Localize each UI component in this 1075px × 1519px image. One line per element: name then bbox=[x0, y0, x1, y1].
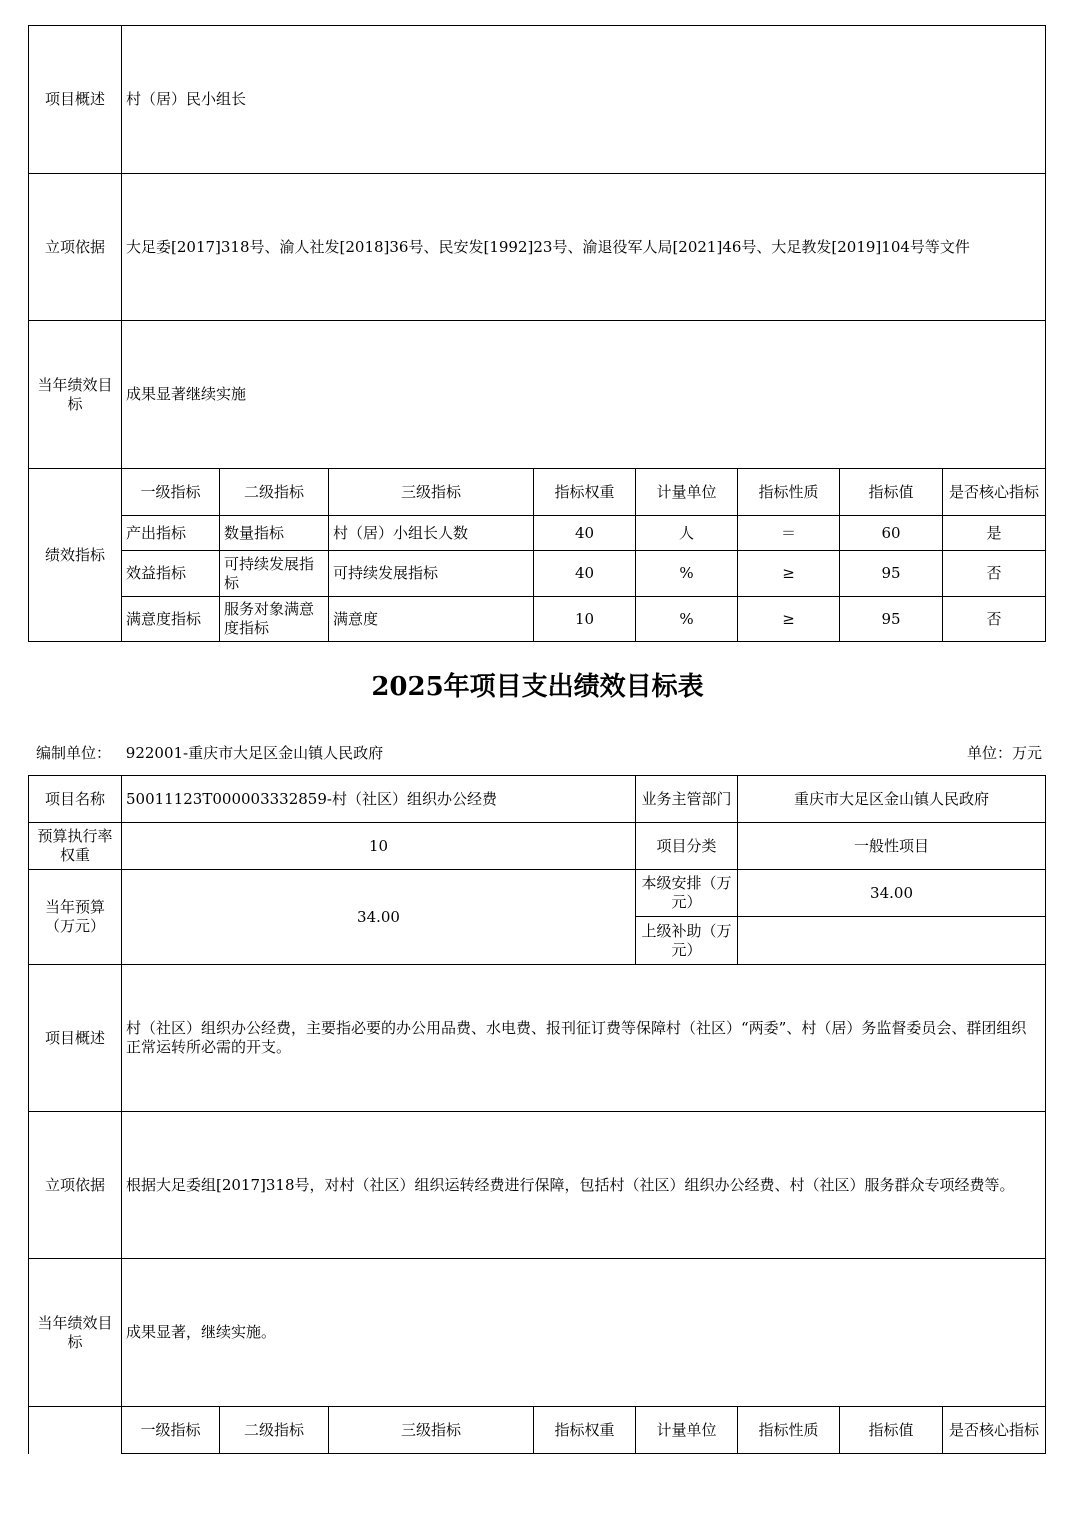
row-cell: 数量指标 bbox=[220, 516, 329, 551]
header-cell: 计量单位 bbox=[636, 1407, 738, 1454]
exec-rate-value: 10 bbox=[122, 823, 636, 870]
goal-text: 成果显著继续实施 bbox=[122, 321, 1046, 469]
header-cell: 一级指标 bbox=[122, 469, 220, 516]
row-cell: 满意度 bbox=[329, 597, 534, 642]
header-cell: 一级指标 bbox=[122, 1407, 220, 1454]
basis-label: 立项依据 bbox=[29, 1112, 122, 1259]
overview-text: 村（居）民小组长 bbox=[122, 26, 1046, 174]
row-cell: 是 bbox=[943, 516, 1046, 551]
basis-text: 根据大足委组[2017]318号，对村（社区）组织运转经费进行保障，包括村（社区）组织办公经费、村（社区）服务群众专项经费等。 bbox=[122, 1112, 1046, 1259]
basis-label: 立项依据 bbox=[29, 174, 122, 321]
table-row bbox=[29, 516, 1046, 551]
row-cell: 满意度指标 bbox=[122, 597, 220, 642]
category-label: 项目分类 bbox=[636, 823, 738, 870]
header-cell: 指标权重 bbox=[534, 469, 636, 516]
row-cell: 40 bbox=[534, 551, 636, 597]
header-cell: 二级指标 bbox=[220, 1407, 329, 1454]
row-cell: 效益指标 bbox=[122, 551, 220, 597]
upper-value bbox=[738, 917, 1046, 965]
unit-info bbox=[36, 742, 1042, 763]
local-value: 34.00 bbox=[738, 870, 1046, 917]
unit-label: 单位：万元 bbox=[966, 744, 1042, 762]
row-cell: % bbox=[636, 551, 738, 597]
org-label: 编制单位： bbox=[36, 744, 112, 762]
row-cell: 60 bbox=[840, 516, 943, 551]
row-cell: 40 bbox=[534, 516, 636, 551]
page-title: 2025年项目支出绩效目标表 bbox=[371, 672, 704, 702]
local-label: 本级安排（万元） bbox=[636, 870, 738, 917]
row-cell: 村（居）小组长人数 bbox=[329, 516, 534, 551]
header-cell: 指标性质 bbox=[738, 1407, 840, 1454]
table-row bbox=[29, 597, 1046, 642]
budget-value: 34.00 bbox=[122, 870, 636, 965]
upper-label: 上级补助（万元） bbox=[636, 917, 738, 965]
header-cell: 三级指标 bbox=[329, 469, 534, 516]
basis-text: 大足委[2017]318号、渝人社发[2018]36号、民安发[1992]23号、渝退役军人局[2021]46号、大足教发[2019]104号等文件 bbox=[122, 174, 1046, 321]
row-cell: ＝ bbox=[738, 516, 840, 551]
project-name-value: 50011123T000003332859-村（社区）组织办公经费 bbox=[122, 776, 636, 823]
row-cell: % bbox=[636, 597, 738, 642]
row-cell: 95 bbox=[840, 551, 943, 597]
row-cell: 人 bbox=[636, 516, 738, 551]
row-cell: 产出指标 bbox=[122, 516, 220, 551]
top-performance-table bbox=[28, 25, 1046, 642]
row-cell: 10 bbox=[534, 597, 636, 642]
dept-value: 重庆市大足区金山镇人民政府 bbox=[738, 776, 1046, 823]
header-cell: 指标权重 bbox=[534, 1407, 636, 1454]
header-cell: 三级指标 bbox=[329, 1407, 534, 1454]
header-cell: 指标性质 bbox=[738, 469, 840, 516]
dept-label: 业务主管部门 bbox=[636, 776, 738, 823]
row-cell: 可持续发展指标 bbox=[220, 551, 329, 597]
goal-label: 当年绩效目标 bbox=[29, 1259, 122, 1407]
header-cell: 是否核心指标 bbox=[943, 469, 1046, 516]
row-cell: 否 bbox=[943, 551, 1046, 597]
row-cell: 可持续发展指标 bbox=[329, 551, 534, 597]
goal-text: 成果显著，继续实施。 bbox=[122, 1259, 1046, 1407]
perf-label: 绩效指标 bbox=[29, 469, 122, 642]
header-cell: 是否核心指标 bbox=[943, 1407, 1046, 1454]
overview-label: 项目概述 bbox=[29, 26, 122, 174]
goal-label: 当年绩效目标 bbox=[29, 321, 122, 469]
header-cell: 指标值 bbox=[840, 469, 943, 516]
perf-label-cell bbox=[29, 1407, 122, 1454]
bottom-performance-table bbox=[28, 775, 1046, 1454]
row-cell: 否 bbox=[943, 597, 1046, 642]
header-cell: 计量单位 bbox=[636, 469, 738, 516]
category-value: 一般性项目 bbox=[738, 823, 1046, 870]
header-cell: 二级指标 bbox=[220, 469, 329, 516]
project-name-label: 项目名称 bbox=[29, 776, 122, 823]
exec-rate-label: 预算执行率权重 bbox=[29, 823, 122, 870]
row-cell: ≥ bbox=[738, 551, 840, 597]
row-cell: 服务对象满意度指标 bbox=[220, 597, 329, 642]
budget-label: 当年预算（万元） bbox=[29, 870, 122, 965]
overview-text: 村（社区）组织办公经费，主要指必要的办公用品费、水电费、报刊征订费等保障村（社区）“两委”、村（居）务监督委员会、群团组织正常运转所必需的开支。 bbox=[122, 965, 1046, 1112]
table-row bbox=[29, 551, 1046, 597]
row-cell: 95 bbox=[840, 597, 943, 642]
header-cell: 指标值 bbox=[840, 1407, 943, 1454]
row-cell: ≥ bbox=[738, 597, 840, 642]
org-value: 922001-重庆市大足区金山镇人民政府 bbox=[125, 744, 384, 762]
overview-label: 项目概述 bbox=[29, 965, 122, 1112]
